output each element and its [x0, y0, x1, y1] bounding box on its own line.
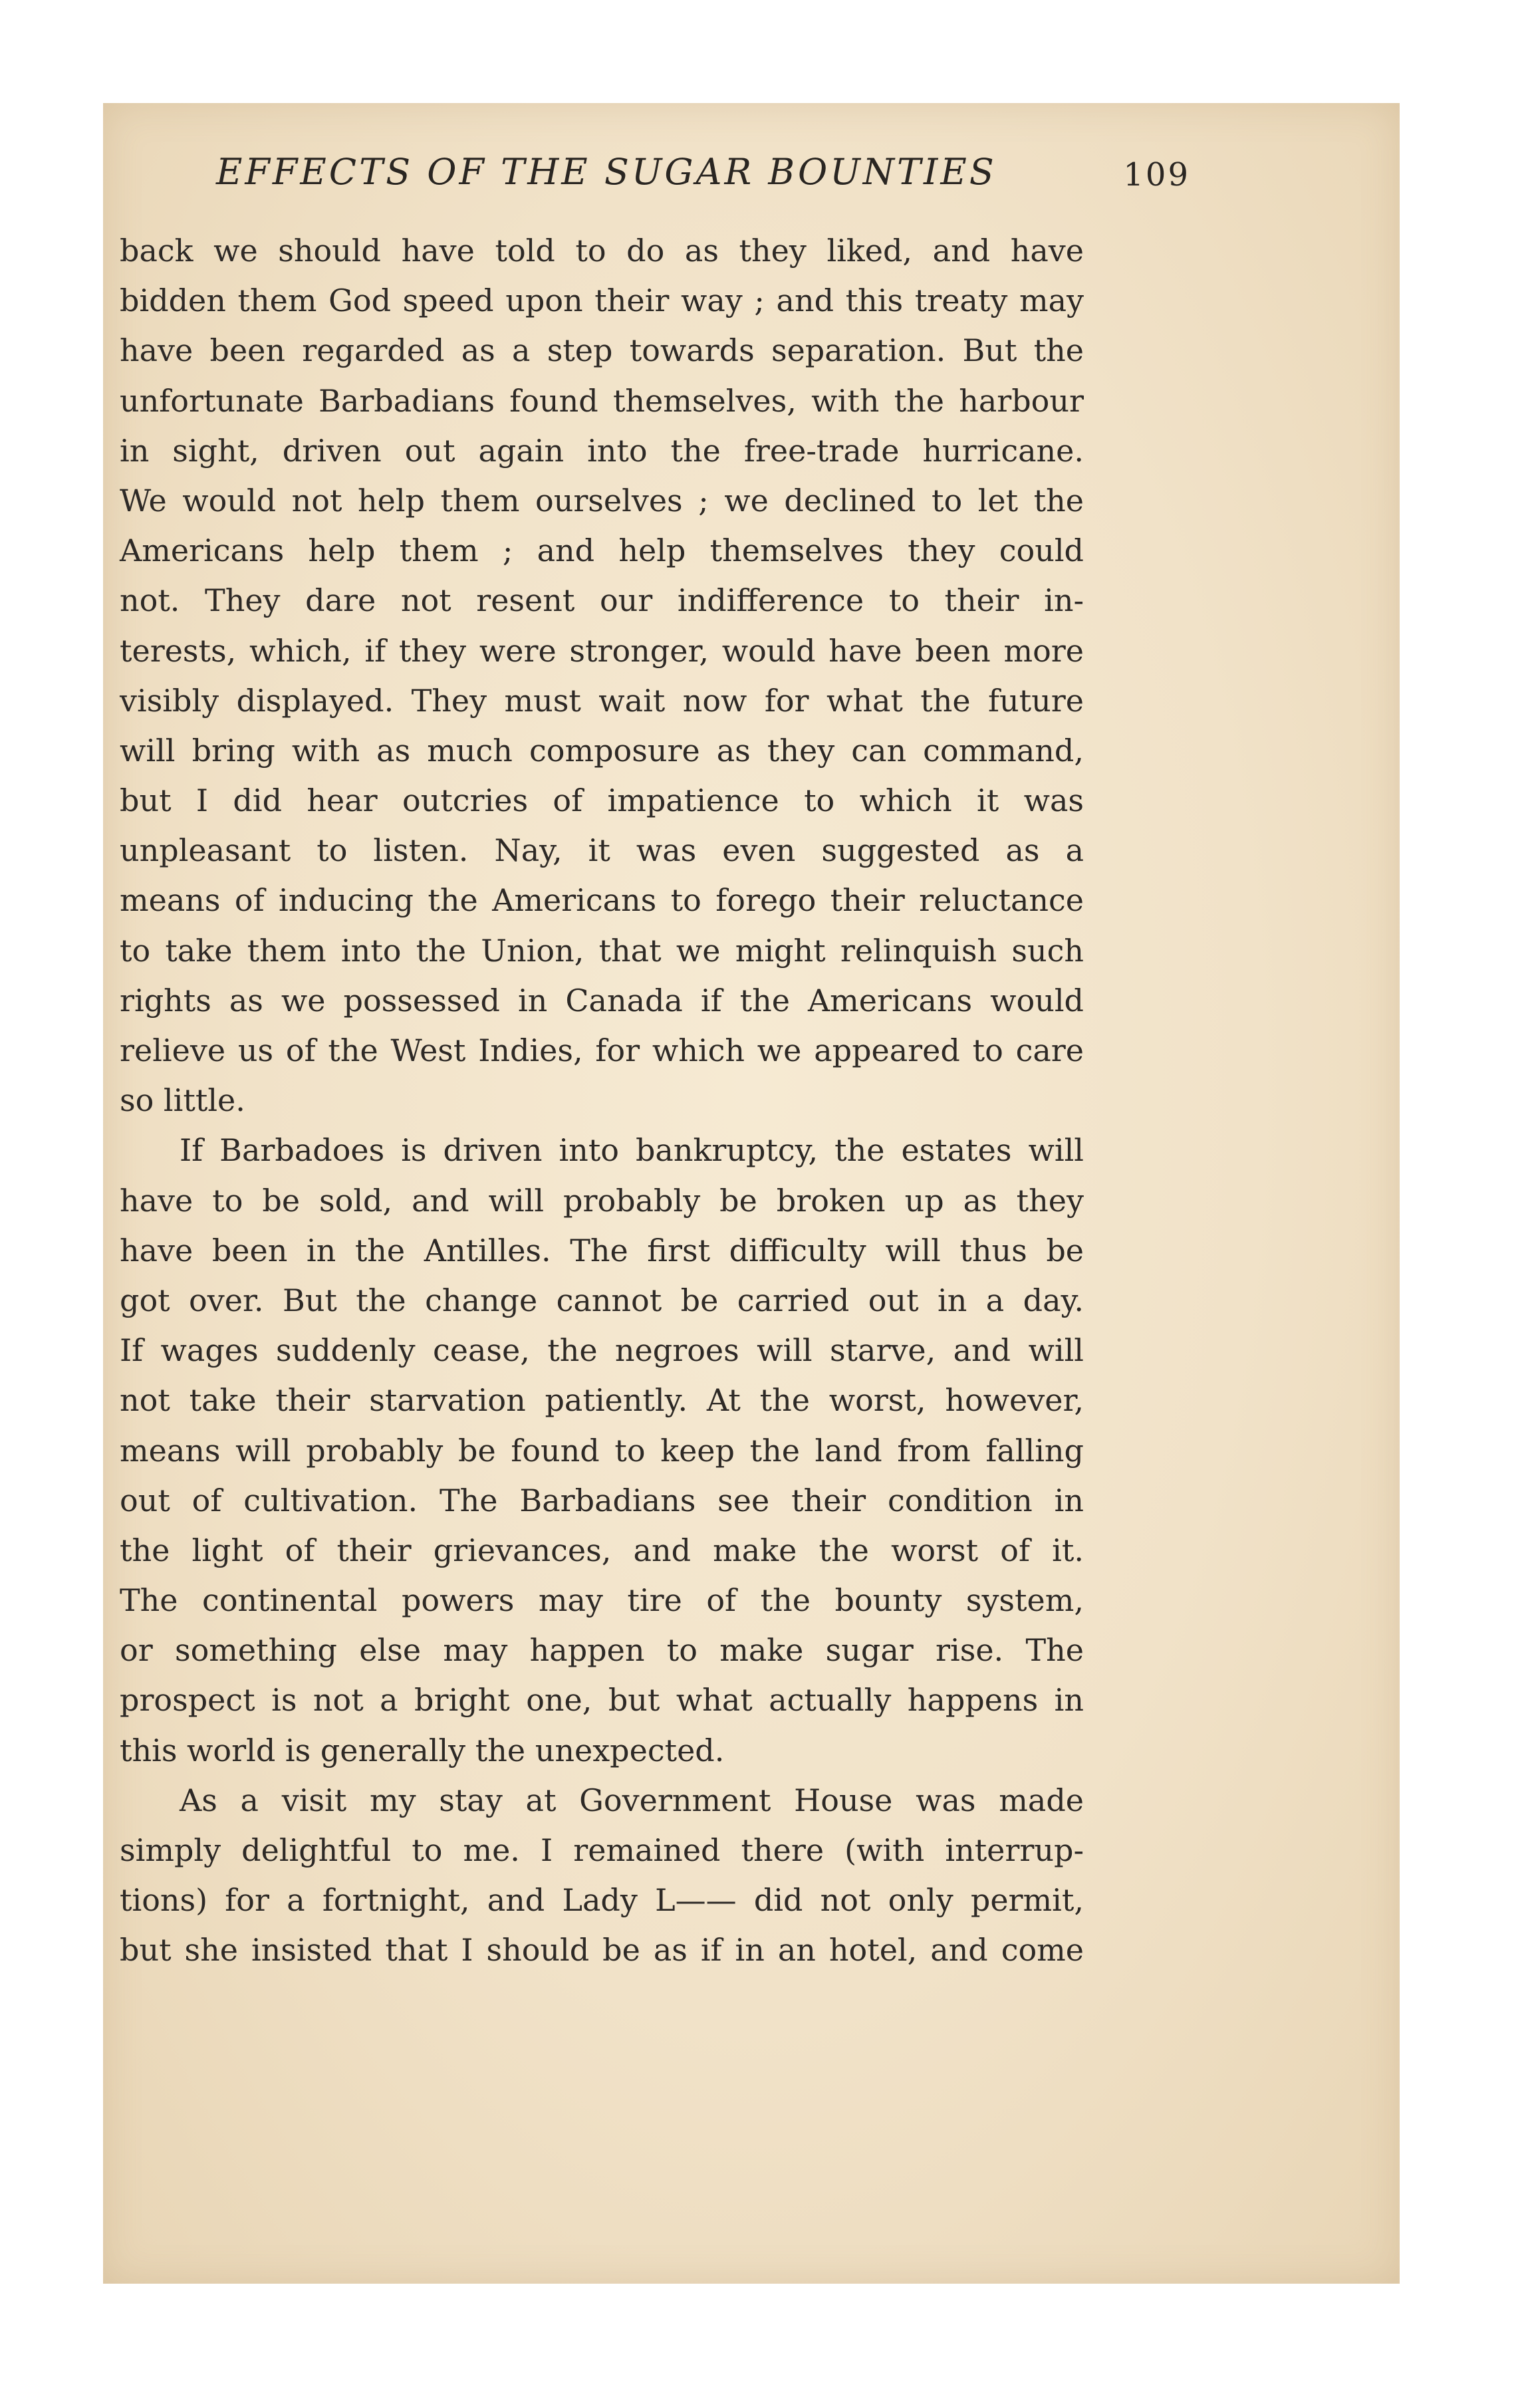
- text-line: relieve us of the West Indies, for which we appeared to care: [120, 1032, 1084, 1068]
- text-line: prospect is not a bright one, but what actually happens in: [120, 1682, 1084, 1719]
- text-line: means of inducing the Americans to forego their reluctance: [120, 882, 1084, 919]
- text-line: means will probably be found to keep the land from falling: [120, 1432, 1084, 1469]
- text-line: the light of their grievances, and make the worst of it.: [120, 1532, 1084, 1568]
- text-line: unfortunate Barbadians found themselves, with the harbour: [120, 382, 1084, 419]
- text-line: The continental powers may tire of the bounty system,: [120, 1582, 1084, 1619]
- text-line: unpleasant to listen. Nay, it was even suggested as a: [120, 832, 1084, 869]
- text-line: terests, which, if they were stronger, would have been more: [120, 632, 1084, 669]
- paragraph-3: [120, 1776, 1084, 1976]
- text-line: As a visit my stay at Government House was made: [180, 1782, 1084, 1818]
- text-line: or something else may happen to make sugar rise. The: [120, 1632, 1084, 1669]
- text-line: will bring with as much composure as they can command,: [120, 732, 1084, 769]
- text-line: to take them into the Union, that we might relinquish such: [120, 932, 1084, 969]
- page-header: [216, 143, 1190, 209]
- text-line: Americans help them ; and help themselves they could: [120, 533, 1084, 569]
- text-line: got over. But the change cannot be carried out in a day.: [120, 1282, 1084, 1318]
- body-text: [120, 226, 1084, 1976]
- text-line: back we should have told to do as they liked, and have: [120, 233, 1084, 269]
- text-line: visibly displayed. They must wait now for what the future: [120, 682, 1084, 719]
- text-line: have been regarded as a step towards separation. But the: [120, 332, 1084, 369]
- text-line: rights as we possessed in Canada if the Americans would: [120, 982, 1084, 1019]
- running-title: EFFECTS OF THE SUGAR BOUNTIES: [216, 151, 997, 193]
- text-line: not. They dare not resent our indifference to their in-: [120, 582, 1084, 619]
- text-line: tions) for a fortnight, and Lady L—— did not only permit,: [120, 1882, 1084, 1919]
- text-line: so little.: [120, 1082, 245, 1119]
- text-line: bidden them God speed upon their way ; and this treaty may: [120, 283, 1084, 319]
- text-line: but I did hear outcries of impatience to which it was: [120, 783, 1084, 819]
- text-line: If Barbadoes is driven into bankruptcy, the estates will: [180, 1132, 1084, 1169]
- text-line: this world is generally the unexpected.: [120, 1732, 725, 1768]
- text-line: If wages suddenly cease, the negroes will starve, and will: [120, 1332, 1084, 1369]
- text-line: in sight, driven out again into the free-trade hurricane.: [120, 432, 1084, 469]
- page-number: 109: [1123, 156, 1190, 193]
- text-line: out of cultivation. The Barbadians see their condition in: [120, 1482, 1084, 1518]
- text-line: not take their starvation patiently. At the worst, however,: [120, 1382, 1084, 1419]
- paragraph-2: [120, 1126, 1084, 1775]
- text-line: We would not help them ourselves ; we declined to let the: [120, 482, 1084, 519]
- paragraph-1: [120, 226, 1084, 1126]
- text-line: have to be sold, and will probably be broken up as they: [120, 1182, 1084, 1219]
- text-line: have been in the Antilles. The first difficulty will thus be: [120, 1232, 1084, 1268]
- text-line: but she insisted that I should be as if in an hotel, and come: [120, 1932, 1084, 1969]
- text-line: simply delightful to me. I remained there (with interrup-: [120, 1832, 1084, 1868]
